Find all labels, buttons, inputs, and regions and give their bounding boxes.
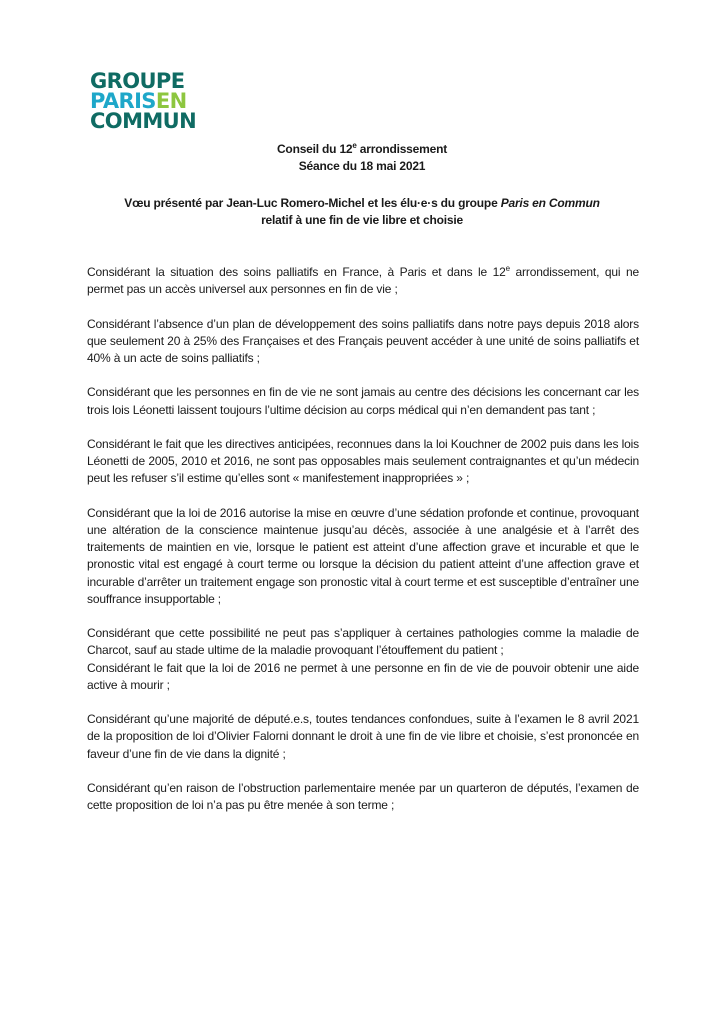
paragraph-2: Considérant l’absence d’un plan de développement des soins palliatifs dans notre pays depuis 2018 alors que seulement 20 à 25% des Françaises et des Français peuvent accéder à une unité de soins palliatifs et 40% à un acte de soins palliatifs ; (87, 316, 639, 365)
document-title (0, 195, 724, 229)
paragraph-7: Considérant le fait que la loi de 2016 ne permet à une personne en fin de vie de pouvoir obtenir une aide active à mourir ; (87, 660, 639, 692)
paragraph-1-a: Considérant la situation des soins palliatifs en France, à Paris et dans le 12 (87, 265, 506, 279)
paragraph-5: Considérant que la loi de 2016 autorise la mise en œuvre d’une sédation profonde et continue, provoquant une altération de la conscience maintenue jusqu’au décès, associée à une analgésie et à l’arrêt des traitements de maintien en vie, lorsque le patient est atteint d’une affection grave et incurable et que le pronostic vital est engagé à court terme ou lorsque la décision du patient atteint d’une affection grave et incurable d’arrêter un traitement engage son pronostic vital à court terme et est susceptible d’entraîner une souffrance insupportable ; (87, 505, 639, 606)
council-ordinal: e (352, 141, 357, 150)
logo-word-en: EN (155, 89, 187, 113)
document-body (87, 264, 639, 832)
title-line-1 (0, 195, 724, 212)
council-line (0, 141, 724, 158)
logo-line-groupe: GROUPE (90, 69, 185, 93)
title-line-2: relatif à une fin de vie libre et choisie (261, 213, 463, 227)
logo-word-paris: PARIS (90, 89, 156, 113)
paragraph-4: Considérant le fait que les directives anticipées, reconnues dans la loi Kouchner de 2002 puis dans les lois Léonetti de 2005, 2010 et 2016, ne sont pas opposables mais seulement contraignantes et qu’un médecin peut les refuser s’il estime qu’elles sont « manifestement inappropriées » ; (87, 436, 639, 486)
paragraph-9: Considérant qu’en raison de l’obstruction parlementaire menée par un quarteron de députés, l’examen de cette proposition de loi n’a pas pu être menée à son terme ; (87, 780, 639, 813)
groupe-paris-en-commun-logo (90, 71, 226, 131)
title-group-name: Paris en Commun (500, 196, 600, 210)
paragraph-1 (87, 264, 639, 298)
logo-line-paris-en (90, 91, 226, 111)
session-date: Séance du 18 mai 2021 (298, 159, 426, 173)
document-header (0, 141, 724, 175)
paragraph-8: Considérant qu’une majorité de député.e.s, toutes tendances confondues, suite à l’examen le 8 avril 2021 de la proposition de loi d’Olivier Falorni donnant le droit à une fin de vie libre et choisie, s’est prononcée en faveur d’une fin de vie dans la dignité ; (87, 712, 639, 761)
council-suffix: arrondissement (356, 142, 448, 156)
paragraph-6: Considérant que cette possibilité ne peut pas s’appliquer à certaines pathologies comme la maladie de Charcot, sauf au stade ultime de la maladie provoquant l’étouffement du patient ; (87, 626, 639, 658)
paragraph-1-ordinal: e (505, 264, 510, 273)
title-presenter: Vœu présenté par Jean-Luc Romero-Michel et les élu·e·s du groupe (124, 196, 501, 210)
paragraph-3: Considérant que les personnes en fin de vie ne sont jamais au centre des décisions les concernant car les trois lois Léonetti laissent toujours l’ultime décision au corps médical qui n’en demandent pas tant ; (87, 385, 639, 417)
paragraph-1-b: arrondissement, qui ne permet pas un accès universel aux personnes en fin de vie ; (87, 265, 640, 297)
logo-line-commun: COMMUN (90, 109, 197, 133)
council-prefix: Conseil du 12 (276, 142, 353, 156)
